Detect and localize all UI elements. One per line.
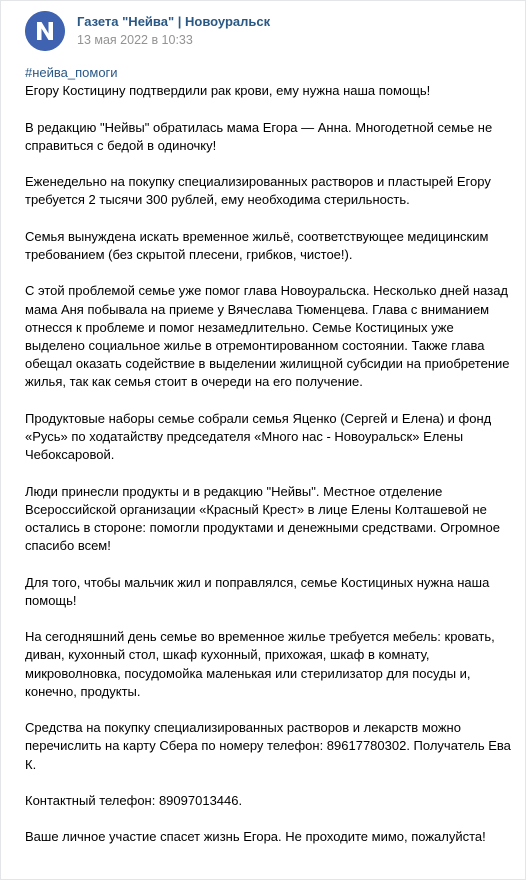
post-paragraph: С этой проблемой семье уже помог глава Новоуральска. Несколько дней назад мама Аня побывала на приеме у Вячеслава Тюменцева. Глава с вниманием отнесся к проблеме и помог незамедлительно. Семье Костициных уже выделено социальное жилье в отремонтированном состоянии. Также глава обещал оказать содействие в выделении жилищной субсидии на приобретение жилья, так как семья стоит в очереди на его получение. <box>25 283 510 390</box>
post-paragraph: Для того, чтобы мальчик жил и поправлялся, семье Костициных нужна наша помощь! <box>25 574 490 608</box>
post-text <box>25 64 515 847</box>
post-paragraph: Контактный телефон: 89097013446. <box>25 792 243 808</box>
post-date-link[interactable]: 13 мая 2022 в 10:33 <box>77 33 193 47</box>
author-link[interactable]: Газета "Нейва" | Новоуральск <box>77 14 271 29</box>
post-paragraph: Средства на покупку специализированных растворов и лекарств можно перечислить на карту Сбера по номеру телефон: 89617780302. Получатель Ева К. <box>25 720 511 772</box>
post-paragraph: На сегодняшний день семье во временное жилье требуется мебель: кровать, диван, кухонный стол, шкаф кухонный, прихожая, шкаф в комнату, микроволновка, посудомойка маленькая или стерилизатор для посуды и, конечно, продукты. <box>25 629 495 699</box>
post-paragraph: Семья вынуждена искать временное жильё, соответствующее медицинским требованием (без скрытой плесени, грибков, чистое!). <box>25 228 489 262</box>
community-avatar[interactable] <box>25 11 65 51</box>
newspaper-logo-icon <box>25 11 65 51</box>
post-meta <box>77 13 270 49</box>
post-paragraph: Люди принесли продукты и в редакцию "Нейвы". Местное отделение Всероссийской организации «Красный Крест» в лице Елены Колташевой не остались в стороне: помогли продуктами и денежными средствами. Огромное спасибо всем! <box>25 483 500 554</box>
post-paragraph: В редакцию "Нейвы" обратилась мама Егора — Анна. Многодетной семье не справиться с бедой в одиночку! <box>25 119 493 153</box>
post-paragraph: Егору Костицину подтвердили рак крови, ему нужна наша помощь! <box>25 83 431 99</box>
hashtag-link[interactable]: #нейва_помоги <box>25 65 118 80</box>
post-paragraph: Продуктовые наборы семье собрали семья Яценко (Сергей и Елена) и фонд «Русь» по ходатайству председателя «Много нас - Новоуральск» Елены Чебоксаровой. <box>25 410 492 463</box>
post-paragraph: Ваше личное участие спасет жизнь Егора. Не проходите мимо, пожалуйста! <box>25 829 486 845</box>
post-paragraph: Еженедельно на покупку специализированных растворов и пластырей Егору требуется 2 тысячи 300 рублей, ему необходима стерильность. <box>25 174 491 208</box>
post-header <box>25 11 270 51</box>
